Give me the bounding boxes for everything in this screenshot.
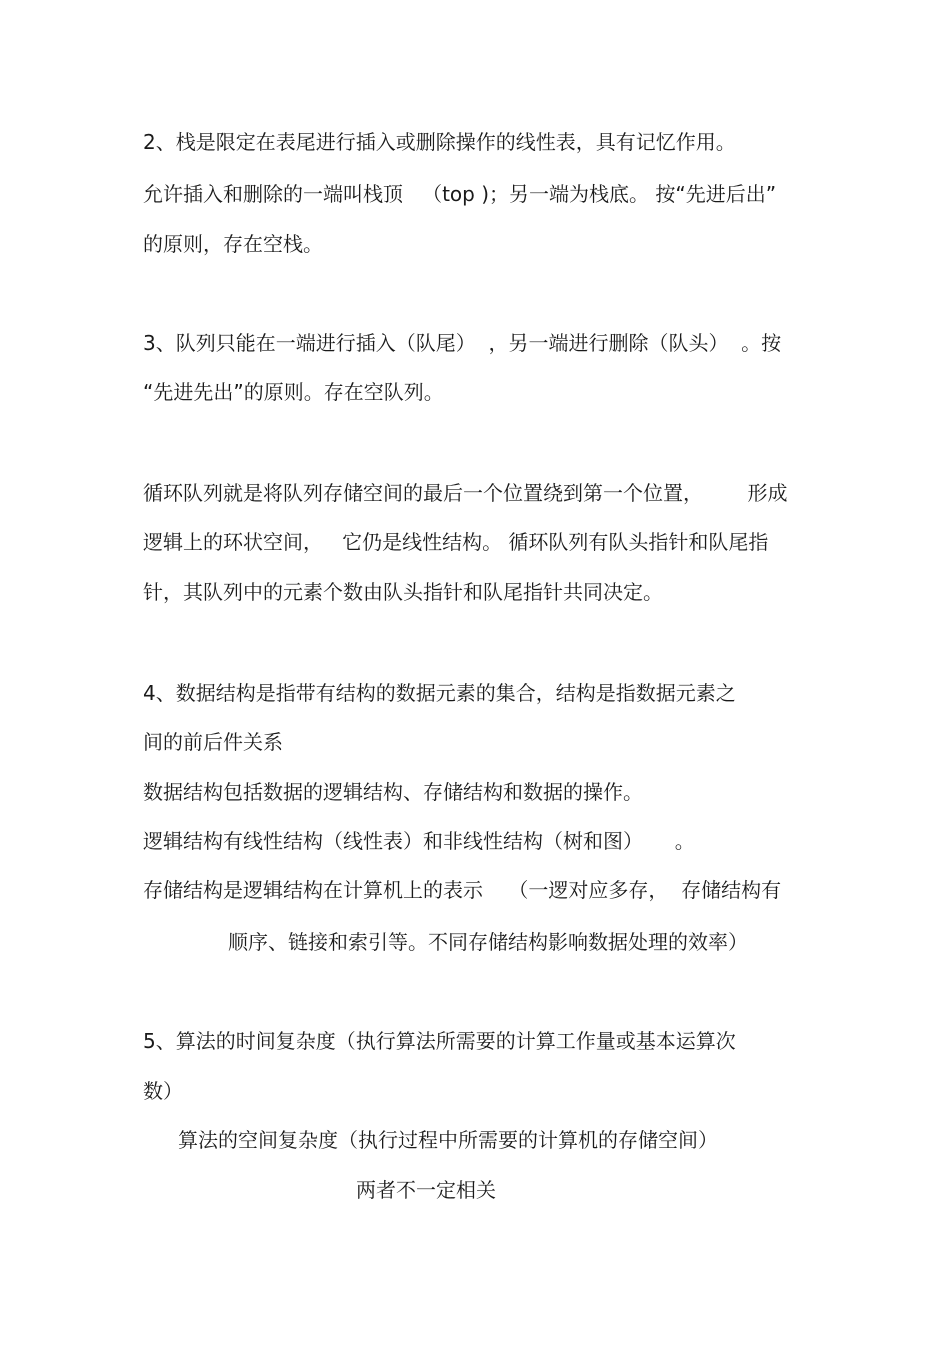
section-2-line-3: 的原则，存在空栈。: [143, 232, 323, 256]
section-3-line-2: “先进先出”的原则。存在空队列。: [143, 380, 444, 404]
section-4-line-2: 间的前后件关系: [143, 730, 283, 754]
section-4-line-5: 存储结构是逻辑结构在计算机上的表示 （一逻对应多存， 存储结构有: [143, 878, 782, 902]
section-5-line-2: 数）: [143, 1079, 183, 1103]
section-5-line-3: 算法的空间复杂度（执行过程中所需要的计算机的存储空间）: [178, 1128, 718, 1152]
section-3-line-1: 3、队列只能在一端进行插入（队尾） ，另一端进行删除（队头） 。按: [143, 331, 782, 355]
circular-queue-line-3: 针，其队列中的元素个数由队头指针和队尾指针共同决定。: [143, 580, 663, 604]
section-4-line-4: 逻辑结构有线性结构（线性表）和非线性结构（树和图） 。: [143, 829, 695, 853]
section-4-line-1: 4、数据结构是指带有结构的数据元素的集合，结构是指数据元素之: [143, 681, 736, 705]
circular-queue-line-2: 逻辑上的环状空间， 它仍是线性结构。 循环队列有队头指针和队尾指: [143, 530, 769, 554]
section-2-line-2: 允许插入和删除的一端叫栈顶 （top )；另一端为栈底。 按“先进后出”: [143, 182, 777, 206]
circular-queue-line-1: 循环队列就是将队列存储空间的最后一个位置绕到第一个位置， 形成: [143, 481, 788, 505]
section-4-line-3: 数据结构包括数据的逻辑结构、存储结构和数据的操作。: [143, 780, 643, 804]
section-5-line-1: 5、算法的时间复杂度（执行算法所需要的计算工作量或基本运算次: [143, 1029, 736, 1053]
section-5-line-4: 两者不一定相关: [356, 1178, 496, 1202]
section-2-line-1: 2、栈是限定在表尾进行插入或删除操作的线性表，具有记忆作用。: [143, 130, 736, 154]
section-4-line-6: 顺序、链接和索引等。不同存储结构影响数据处理的效率）: [228, 930, 748, 954]
